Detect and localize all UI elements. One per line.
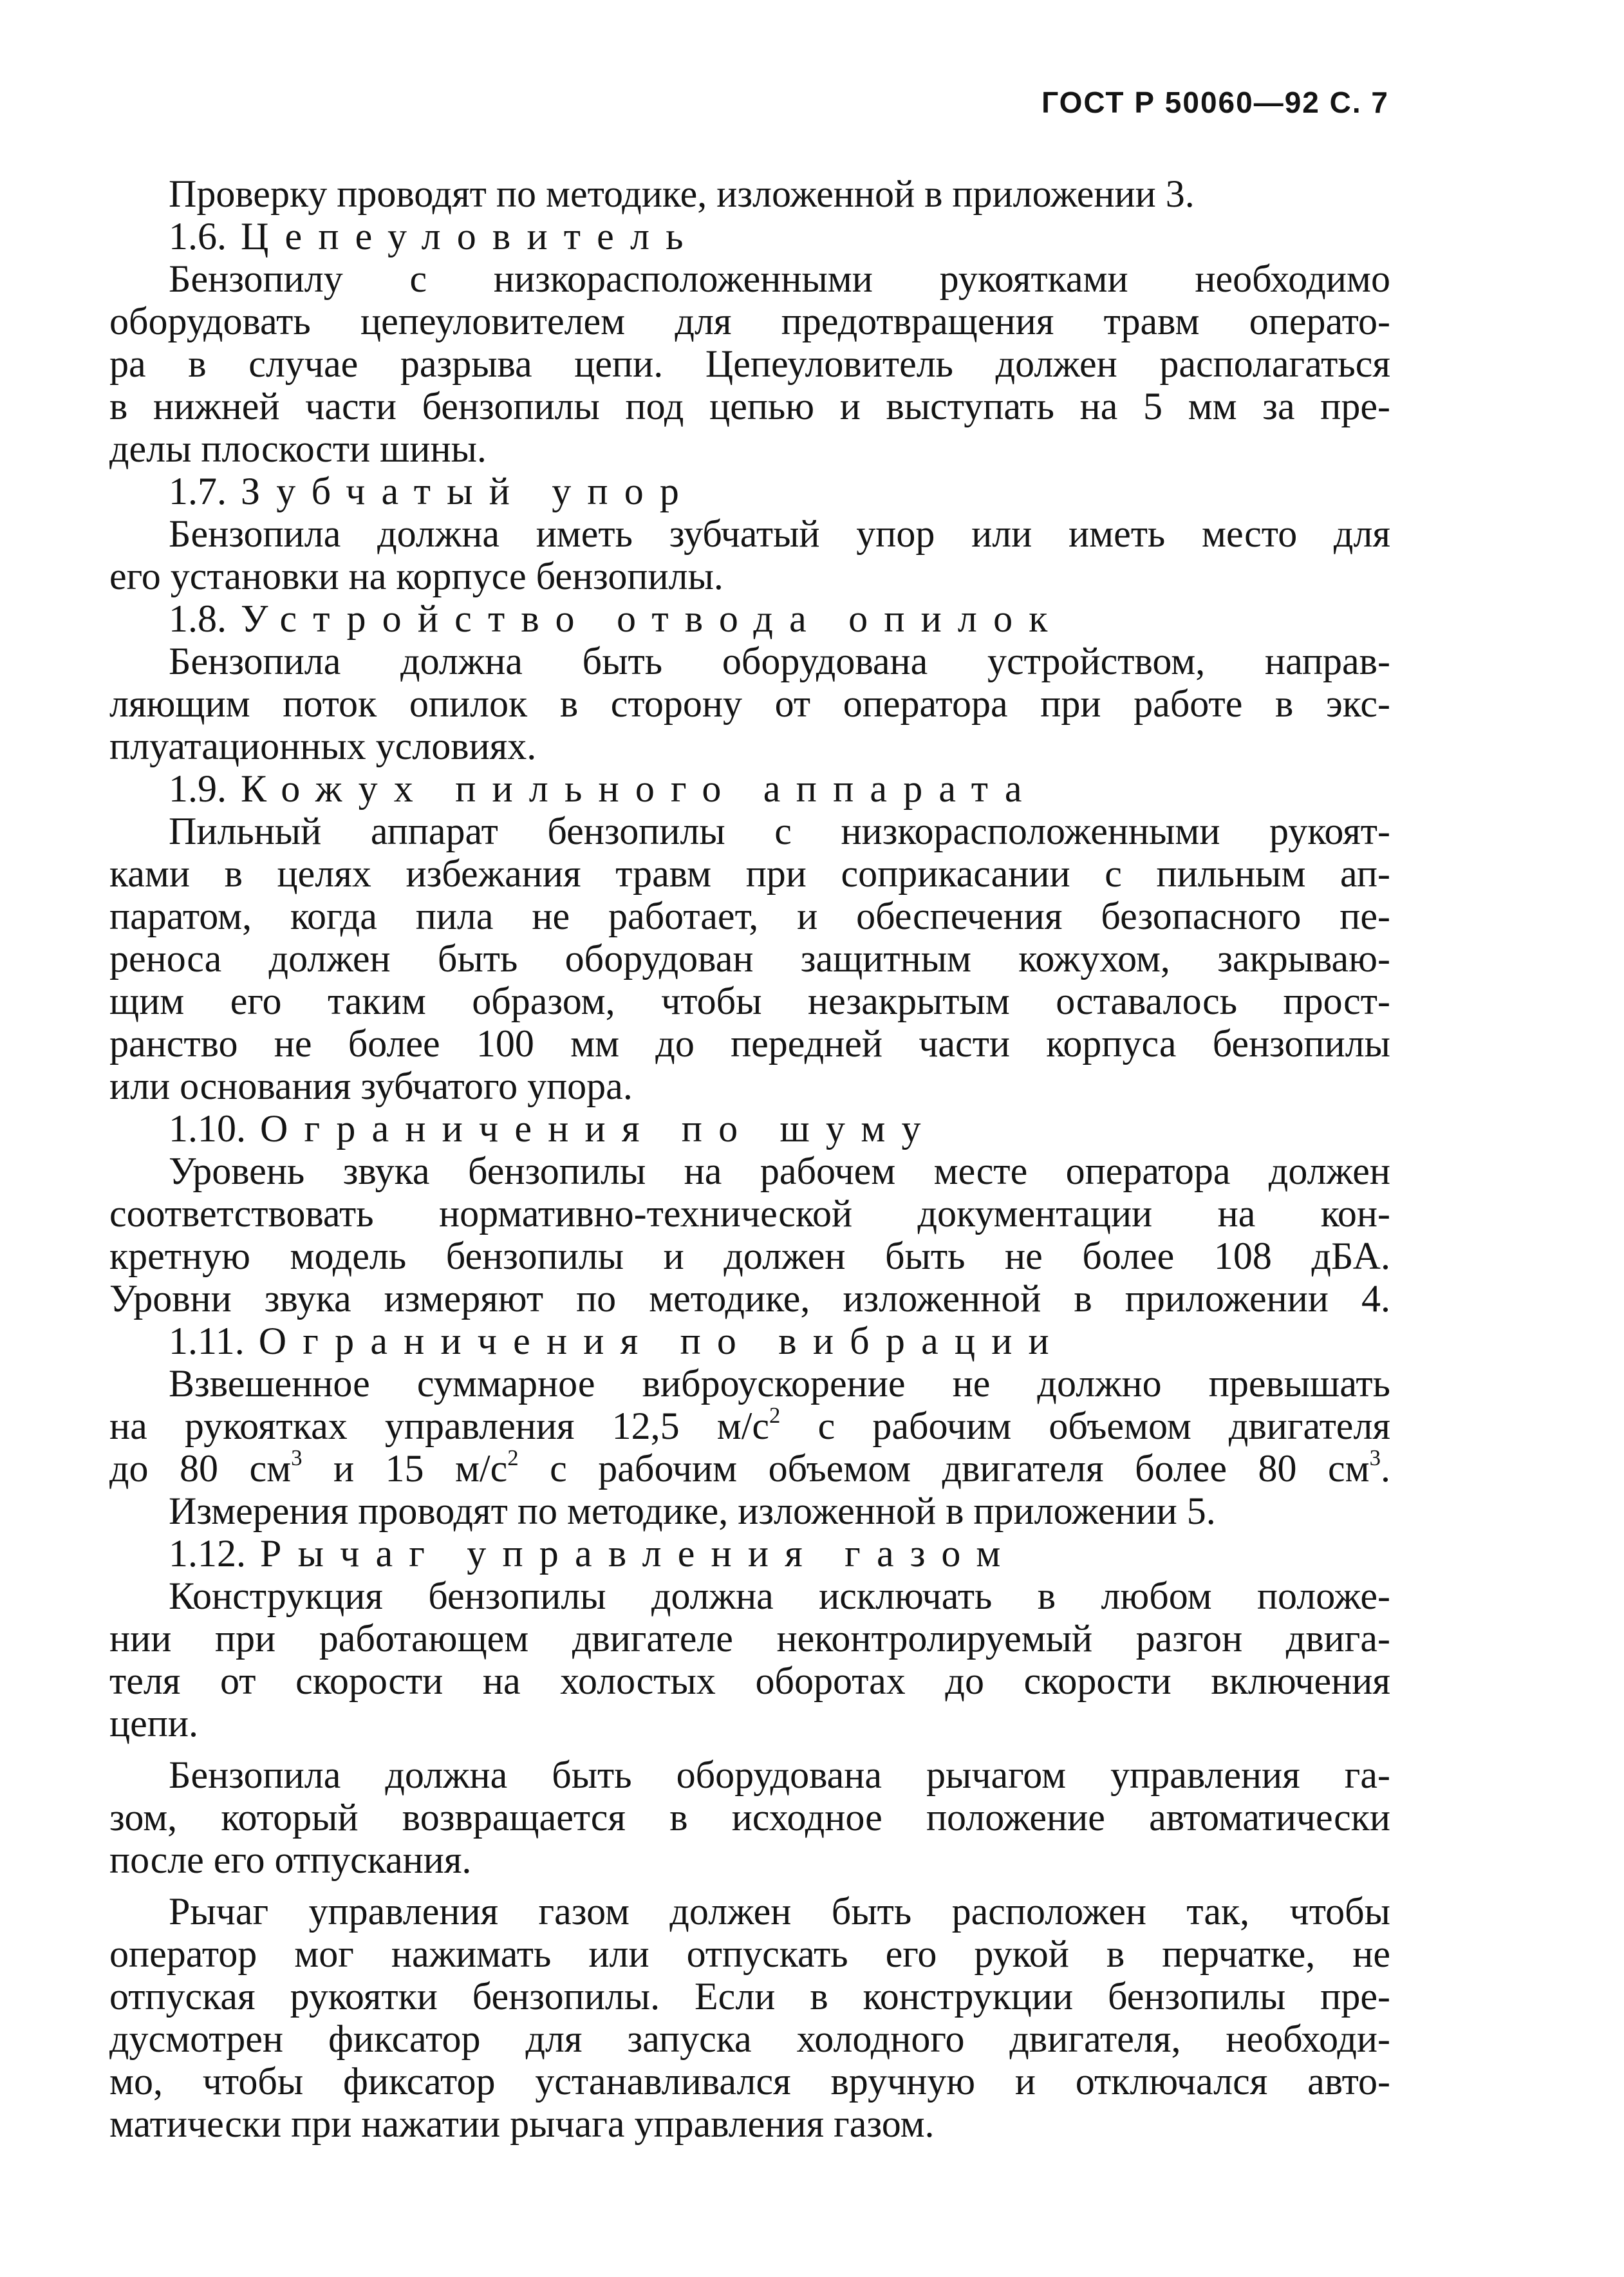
- paragraph-line: оборудовать цепеуловителем для предотвращения травм операто-: [109, 300, 1390, 342]
- text-run: с рабочим объемом двигателя: [780, 1405, 1390, 1447]
- superscript: 2: [769, 1405, 781, 1428]
- document-body: [109, 173, 1390, 2145]
- paragraph-line: Проверку проводят по методике, изложенной в приложении 3.: [169, 173, 1195, 215]
- section-number: 1.12.: [169, 1532, 246, 1575]
- paragraph-line: [109, 1447, 1390, 1490]
- section-heading-1-6: [109, 215, 1390, 258]
- paragraph-line: Уровни звука измеряют по методике, изложенной в приложении 4.: [109, 1277, 1390, 1320]
- paragraph-line: паратом, когда пила не работает, и обеспечения безопасного пе-: [109, 895, 1390, 937]
- section-heading-1-9: [109, 767, 1390, 810]
- paragraph-line: Уровень звука бензопилы на рабочем месте оператора должен: [169, 1150, 1390, 1192]
- paragraph-line: ляющим поток опилок в сторону от оператора при работе в экс-: [109, 682, 1390, 725]
- text-run: на рукоятках управления 12,5 м/с: [109, 1405, 770, 1447]
- paragraph-line: ранство не более 100 мм до передней части корпуса бензопилы: [109, 1022, 1390, 1065]
- section-title: Ограничения по шуму: [260, 1107, 937, 1150]
- paragraph-line: соответствовать нормативно-технической документации на кон-: [109, 1192, 1390, 1235]
- section-title: Устройство отвода опилок: [241, 597, 1064, 640]
- paragraph-line: Измерения проводят по методике, изложенной в приложении 5.: [169, 1490, 1216, 1532]
- paragraph-line: плуатационных условиях.: [109, 725, 537, 767]
- paragraph-line: делы плоскости шины.: [109, 427, 487, 470]
- paragraph-line: реноса должен быть оборудован защитным кожухом, закрываю-: [109, 937, 1390, 980]
- section-title: Кожух пильного аппарата: [241, 767, 1038, 810]
- section-heading-1-12: [109, 1532, 1390, 1575]
- section-heading-1-10: [109, 1107, 1390, 1150]
- section-heading-1-7: [109, 470, 1390, 512]
- paragraph-line: в нижней части бензопилы под цепью и выступать на 5 мм за пре-: [109, 385, 1390, 427]
- paragraph-line: зом, который возвращается в исходное положение автоматически: [109, 1796, 1390, 1839]
- section-number: 1.8.: [169, 597, 227, 640]
- paragraph-line: щим его таким образом, чтобы незакрытым оставалось прост-: [109, 980, 1390, 1022]
- paragraph-line: Рычаг управления газом должен быть расположен так, чтобы: [169, 1890, 1390, 1933]
- page-header: ГОСТ Р 50060—92 С. 7: [1041, 86, 1389, 119]
- section-title: Рычаг управления газом: [260, 1532, 1017, 1575]
- paragraph-line: ками в целях избежания травм при соприкасании с пильным ап-: [109, 852, 1390, 895]
- text-run: до 80 см: [109, 1447, 292, 1490]
- paragraph-line: его установки на корпусе бензопилы.: [109, 555, 723, 597]
- paragraph-line: дусмотрен фиксатор для запуска холодного двигателя, необходи-: [109, 2018, 1390, 2060]
- paragraph-line: отпуская рукоятки бензопилы. Если в конструкции бензопилы пре-: [109, 1975, 1390, 2018]
- section-heading-1-11: [109, 1320, 1390, 1362]
- paragraph-line: ра в случае разрыва цепи. Цепеуловитель должен располагаться: [109, 342, 1390, 385]
- section-title: Зубчатый упор: [241, 470, 696, 512]
- superscript: 3: [291, 1447, 303, 1470]
- paragraph-line: нии при работающем двигателе неконтролируемый разгон двига-: [109, 1617, 1390, 1660]
- text-run: .: [1381, 1447, 1390, 1490]
- text-run: и 15 м/с: [302, 1447, 508, 1490]
- section-number: 1.6.: [169, 215, 227, 258]
- paragraph-line: оператор мог нажимать или отпускать его рукой в перчатке, не: [109, 1933, 1390, 1975]
- paragraph-line: теля от скорости на холостых оборотах до скорости включения: [109, 1660, 1390, 1702]
- paragraph-line: мо, чтобы фиксатор устанавливался вручную и отключался авто-: [109, 2060, 1390, 2103]
- section-title: Ограничения по вибрации: [258, 1320, 1065, 1362]
- superscript: 3: [1369, 1447, 1381, 1470]
- paragraph-gap: [109, 1881, 1390, 1890]
- paragraph-line: Бензопила должна быть оборудована устройством, направ-: [169, 640, 1390, 682]
- superscript: 2: [507, 1447, 519, 1470]
- paragraph-line: Конструкция бензопилы должна исключать в любом положе-: [169, 1575, 1390, 1617]
- paragraph-line: Бензопила должна быть оборудована рычагом управления га-: [169, 1754, 1390, 1796]
- section-heading-1-8: [109, 597, 1390, 640]
- paragraph-line: кретную модель бензопилы и должен быть не более 108 дБА.: [109, 1235, 1390, 1277]
- paragraph-line: Пильный аппарат бензопилы с низкорасположенными рукоят-: [169, 810, 1390, 852]
- text-run: Взвешенное суммарное виброускорение не должно превышать: [169, 1362, 1390, 1405]
- paragraph-line: Бензопила должна иметь зубчатый упор или иметь место для: [169, 512, 1390, 555]
- paragraph-line: [109, 1362, 1390, 1405]
- section-number: 1.9.: [169, 767, 227, 810]
- paragraph-line: цепи.: [109, 1702, 198, 1745]
- section-number: 1.10.: [169, 1107, 246, 1150]
- section-title: Цепеуловитель: [241, 215, 700, 258]
- paragraph-line: после его отпускания.: [109, 1839, 472, 1881]
- paragraph-line: [109, 1405, 1390, 1447]
- paragraph-line: или основания зубчатого упора.: [109, 1065, 633, 1107]
- paragraph-line: матически при нажатии рычага управления газом.: [109, 2103, 935, 2145]
- paragraph-line: Бензопилу с низкорасположенными рукоятками необходимо: [169, 258, 1390, 300]
- section-number: 1.11.: [169, 1320, 245, 1362]
- paragraph-gap: [109, 1745, 1390, 1754]
- text-run: с рабочим объемом двигателя более 80 см: [518, 1447, 1370, 1490]
- section-number: 1.7.: [169, 470, 227, 512]
